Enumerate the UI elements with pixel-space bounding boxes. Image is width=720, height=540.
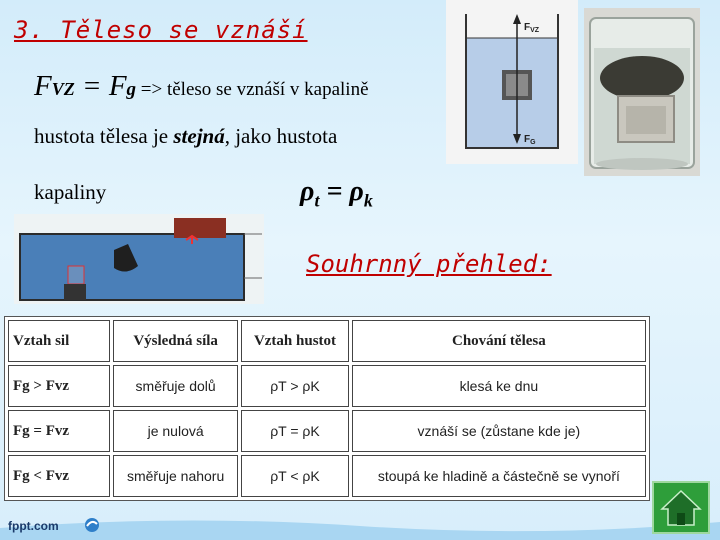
table-cell: Fg > Fvz	[8, 365, 110, 407]
table-cell: ρT > ρK	[241, 365, 349, 407]
table-cell: Fg = Fvz	[8, 410, 110, 452]
fg-label: F	[524, 134, 531, 145]
table-cell: klesá ke dnu	[352, 365, 646, 407]
fvz-label-sub: VZ	[530, 27, 540, 34]
rho-k-symbol: ρ	[349, 176, 364, 207]
f-vz-symbol: F	[34, 70, 52, 102]
header-resultant-force: Výsledná síla	[113, 320, 238, 362]
fg-label-sub: G	[530, 139, 536, 146]
table-cell: je nulová	[113, 410, 238, 452]
table-row	[8, 365, 646, 407]
f-g-symbol: F	[108, 70, 127, 102]
table-cell: směřuje dolů	[113, 365, 238, 407]
table-cell: směřuje nahoru	[113, 455, 238, 497]
rho-k-subscript: k	[363, 190, 373, 211]
summary-heading: Souhrnný přehled:	[306, 250, 552, 278]
density-text-pre: hustota tělesa je	[34, 124, 174, 148]
table-cell: ρT < ρK	[241, 455, 349, 497]
density-text	[34, 124, 337, 149]
table-header-row	[8, 320, 646, 362]
home-icon	[654, 483, 708, 532]
home-button[interactable]	[652, 481, 710, 534]
fvz-label: F	[524, 22, 531, 33]
density-equation	[300, 176, 373, 212]
logo-swirl-icon	[84, 517, 100, 533]
footer-wave	[0, 514, 720, 540]
density-text-post: , jako hustota	[224, 124, 338, 148]
table-cell: stoupá ke hladině a částečně se vynoří	[352, 455, 646, 497]
table-cell: ρT = ρK	[241, 410, 349, 452]
density-text-emphasis: stejná	[173, 124, 225, 148]
floating-object-photo	[584, 8, 700, 176]
f-vz-subscript: VZ	[51, 79, 75, 99]
header-force-relation: Vztah sil	[8, 320, 110, 362]
footer-logo: fppt.com	[8, 519, 59, 533]
table-cell: Fg < Fvz	[8, 455, 110, 497]
tank-illustration	[14, 214, 264, 304]
header-density-relation: Vztah hustot	[241, 320, 349, 362]
force-equation	[34, 70, 369, 103]
table-row	[8, 455, 646, 497]
force-diagram	[446, 0, 578, 164]
rho-t-subscript: t	[314, 190, 320, 211]
density-text-continued: kapaliny	[34, 180, 107, 204]
equals-sign: =	[74, 70, 109, 102]
table-cell: vznáší se (zůstane kde je)	[352, 410, 646, 452]
rho-t-symbol: ρ	[300, 176, 315, 207]
table-row	[8, 410, 646, 452]
rho-equals: =	[319, 176, 350, 207]
equation-explanation: => těleso se vznáší v kapalině	[136, 79, 369, 100]
header-object-behavior: Chování tělesa	[352, 320, 646, 362]
f-g-subscript: g	[126, 79, 137, 100]
slide-title: 3. Těleso se vznáší	[14, 16, 308, 44]
summary-table	[4, 316, 650, 501]
